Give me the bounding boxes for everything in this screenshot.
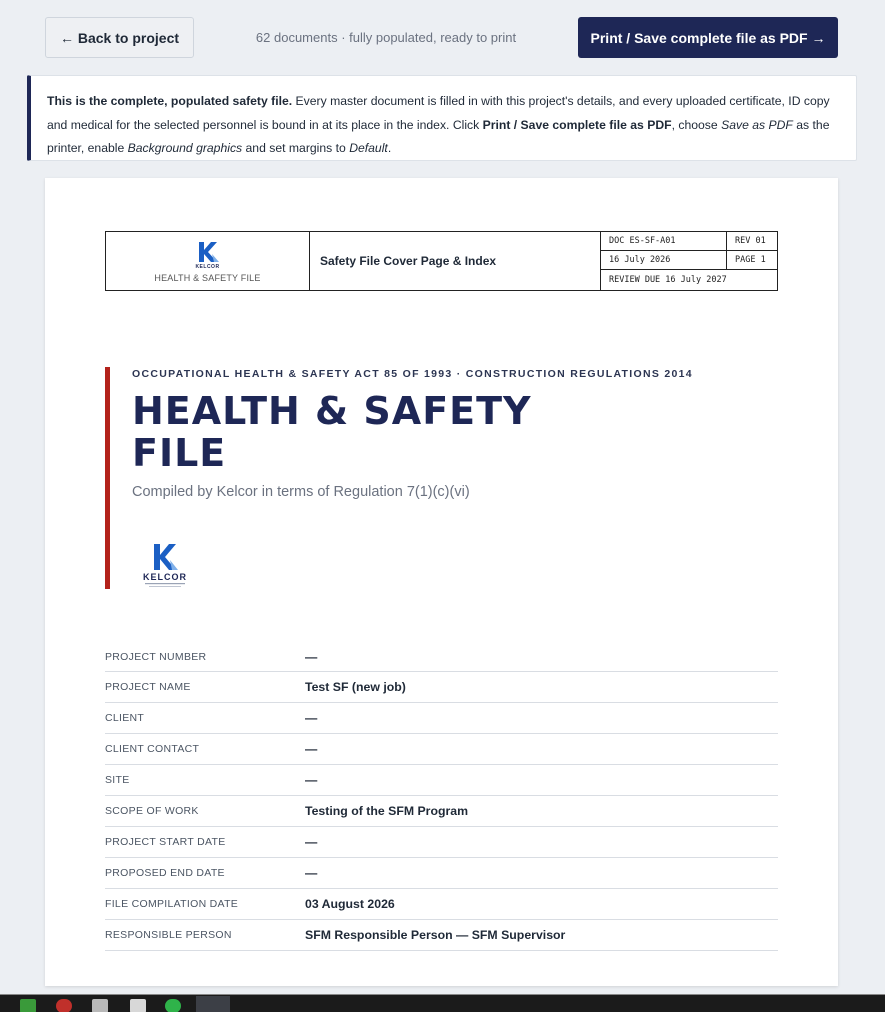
notice-text: as the printer, enable: [47, 117, 830, 155]
detail-label: PROJECT NAME: [105, 681, 191, 693]
print-save-pdf-button[interactable]: Print / Save complete file as PDF →: [578, 17, 838, 58]
detail-label: FILE COMPILATION DATE: [105, 898, 239, 910]
detail-label: RESPONSIBLE PERSON: [105, 929, 232, 941]
notice-bg-graphics: Background graphics: [127, 141, 243, 155]
detail-value: —: [305, 742, 318, 756]
detail-value: —: [305, 649, 318, 664]
media-app-icon[interactable]: [56, 999, 72, 1012]
notice-text: Every master document is filled in with this project's details, and every uploaded certificate, ID copy and medical for the selected personnel is bound in at its place in the index. Click: [47, 94, 830, 132]
legislation-line: OCCUPATIONAL HEALTH & SAFETY ACT 85 OF 1993 · CONSTRUCTION REGULATIONS 2014: [132, 368, 693, 380]
project-details-list: [105, 642, 778, 951]
detail-value: —: [305, 711, 318, 725]
compiled-by-line: Compiled by Kelcor in terms of Regulation 7(1)(c)(vi): [132, 484, 470, 500]
back-to-project-button[interactable]: ← Back to project: [45, 17, 194, 58]
detail-value: Testing of the SFM Program: [305, 804, 469, 818]
detail-row: [105, 920, 778, 951]
detail-row: [105, 734, 778, 765]
detail-row: [105, 672, 778, 703]
whatsapp-icon[interactable]: [165, 999, 181, 1012]
detail-row: [105, 858, 778, 889]
detail-row: [105, 642, 778, 672]
header-logo-wordmark: KELCOR: [195, 263, 220, 270]
header-document-title: Safety File Cover Page & Index: [310, 232, 601, 290]
header-logo-cell: [106, 232, 310, 290]
notice-print-ref: Print / Save complete file as PDF: [482, 117, 672, 132]
detail-value: 03 August 2026: [305, 897, 395, 911]
detail-label: PROPOSED END DATE: [105, 867, 225, 879]
header-doc-number: DOC ES-SF-A01: [601, 232, 727, 250]
cover-title-line1: HEALTH & SAFETY: [132, 389, 532, 433]
notice-text: and set margins to: [242, 141, 350, 155]
cover-logo-wordmark: KELCOR: [143, 572, 187, 582]
detail-label: CLIENT: [105, 712, 145, 724]
header-page: PAGE 1: [735, 255, 766, 265]
active-app-tab[interactable]: [196, 996, 230, 1012]
detail-label: SITE: [105, 774, 130, 786]
detail-value: —: [305, 773, 318, 787]
notice-text: .: [387, 141, 392, 155]
cover-logo: [137, 542, 193, 595]
notice-lead: This is the complete, populated safety file.: [47, 94, 293, 108]
header-review-due: REVIEW DUE 16 July 2027: [609, 275, 727, 285]
detail-label: SCOPE OF WORK: [105, 805, 199, 817]
header-revision: REV 01: [735, 236, 766, 246]
notice-text: , choose: [671, 117, 722, 132]
detail-value: —: [305, 866, 318, 880]
pen-app-icon[interactable]: [130, 999, 146, 1012]
cover-title: [132, 390, 705, 474]
document-app-icon[interactable]: [92, 999, 108, 1012]
detail-row: [105, 703, 778, 734]
header-logo-label: HEALTH & SAFETY FILE: [154, 272, 261, 283]
top-toolbar: [0, 0, 885, 74]
notice-save-as: Save as PDF: [721, 117, 793, 132]
detail-row: [105, 796, 778, 827]
detail-label: PROJECT NUMBER: [105, 650, 207, 663]
detail-value: SFM Responsible Person — SFM Supervisor: [305, 928, 566, 942]
header-date: 16 July 2026: [601, 251, 727, 269]
document-count-status: 62 documents · fully populated, ready to print: [255, 30, 517, 45]
detail-value: Test SF (new job): [305, 680, 406, 694]
detail-row: [105, 889, 778, 920]
instructions-notice: [27, 75, 857, 161]
document-page: [45, 178, 838, 986]
detail-label: CLIENT CONTACT: [105, 743, 200, 755]
cover-title-line2: FILE: [132, 431, 227, 475]
detail-label: PROJECT START DATE: [105, 836, 226, 848]
phone-app-icon[interactable]: [20, 999, 36, 1012]
os-taskbar: [0, 994, 885, 1012]
detail-row: [105, 765, 778, 796]
header-meta: [601, 232, 777, 290]
detail-value: —: [305, 835, 318, 849]
document-header-table: [105, 231, 778, 291]
kelcor-logo-icon: [195, 240, 221, 264]
detail-row: [105, 827, 778, 858]
notice-default-margins: Default: [349, 141, 388, 155]
cover-title-block: [105, 367, 705, 589]
kelcor-logo-icon: [137, 542, 193, 590]
